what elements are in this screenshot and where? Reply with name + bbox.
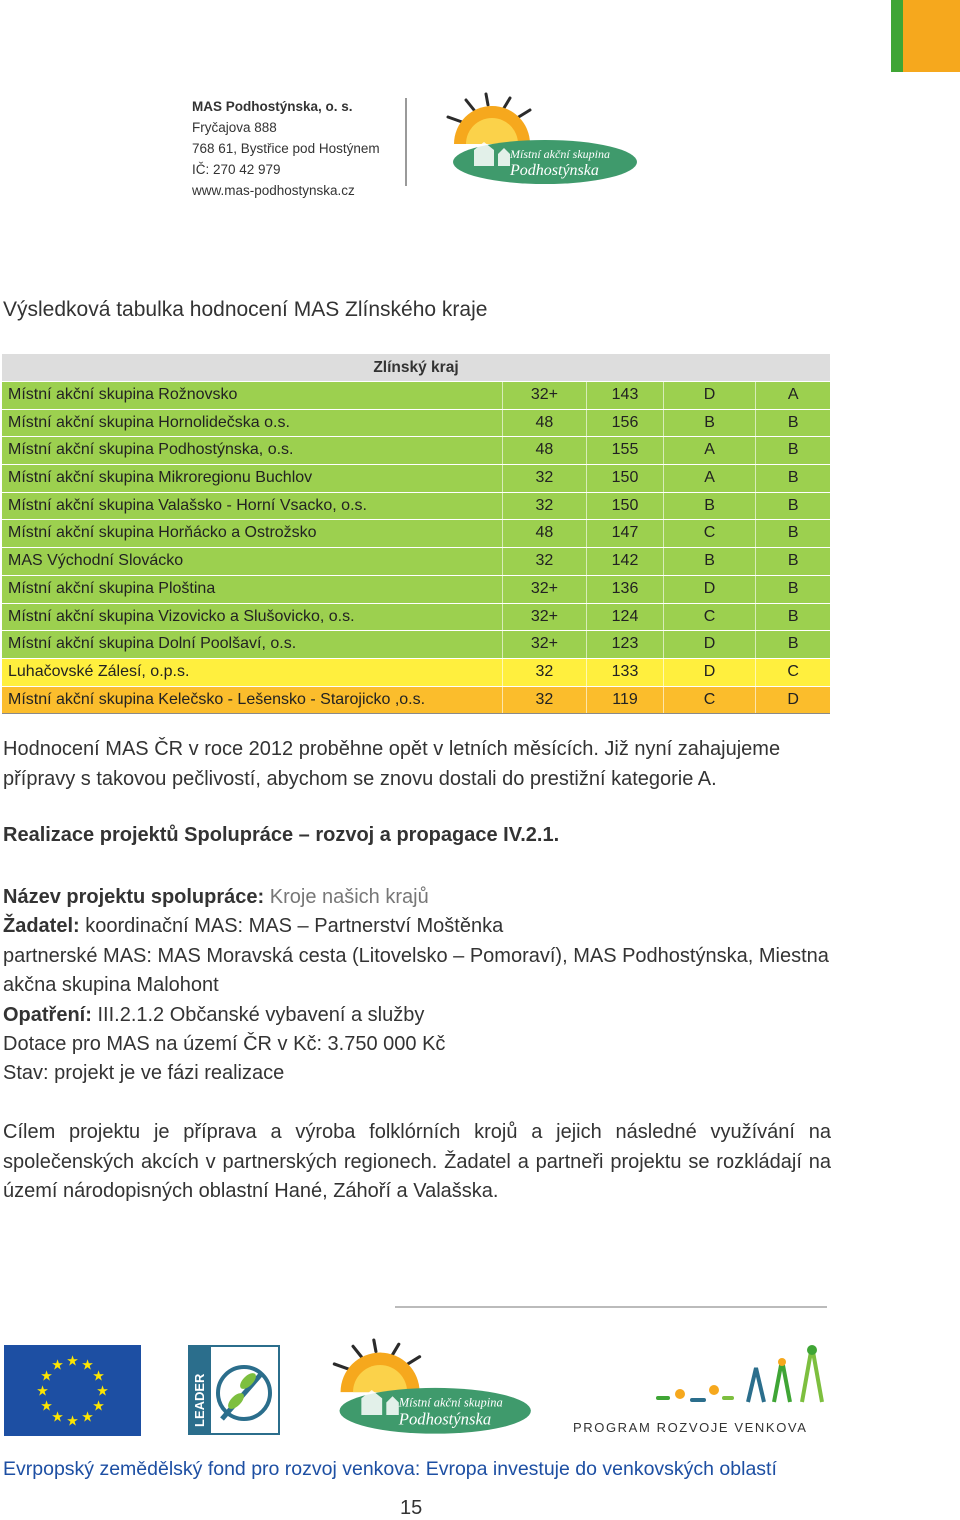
score-cell: 32 — [502, 548, 587, 575]
logo-line2: Podhostýnska — [510, 162, 599, 179]
program-rozvoje-venkova-logo — [652, 1340, 828, 1414]
org-name: MAS Podhostýnska, o. s. — [192, 99, 353, 114]
points-cell: 155 — [586, 437, 663, 464]
score-cell: 32+ — [502, 576, 587, 603]
address-city: 768 61, Bystřice pod Hostýnem — [192, 141, 380, 156]
category-cell: B — [755, 437, 830, 464]
mas-name-cell: Místní akční skupina Mikroregionu Buchlov — [8, 469, 313, 487]
table-row — [2, 547, 830, 575]
applicant-value: koordinační MAS: MAS – Partnerství Moštěnka — [85, 915, 504, 938]
grade-cell: D — [663, 382, 756, 409]
grade-cell: B — [663, 493, 756, 520]
category-cell: B — [755, 493, 830, 520]
category-cell: B — [755, 631, 830, 658]
mas-podhostynska-logo — [440, 92, 640, 192]
mas-name-cell: Místní akční skupina Valašsko - Horní Vsacko, o.s. — [8, 496, 367, 514]
eu-star-icon: ★ — [92, 1397, 105, 1414]
eu-star-icon: ★ — [40, 1367, 53, 1384]
project-name-value: Kroje našich krajů — [269, 886, 429, 908]
org-website: www.mas-podhostynska.cz — [192, 183, 355, 198]
grade-cell: D — [663, 576, 756, 603]
mas-name-cell: Místní akční skupina Ploština — [8, 579, 216, 597]
organization-info — [192, 96, 380, 201]
points-cell: 156 — [586, 410, 663, 437]
mas-name-cell: Místní akční skupina Kelečsko - Lešensko - Starojicko ,o.s. — [8, 690, 426, 708]
org-id: IČ: 270 42 979 — [192, 162, 281, 177]
eu-star-icon: ★ — [81, 1356, 94, 1373]
grade-cell: B — [663, 548, 756, 575]
mas-podhostynska-logo-footer — [324, 1338, 536, 1442]
category-cell: B — [755, 548, 830, 575]
section-heading: Realizace projektů Spolupráce – rozvoj a propagace IV.2.1. — [3, 824, 560, 846]
grade-cell: C — [663, 687, 756, 714]
eu-star-icon: ★ — [51, 1408, 64, 1425]
applicant-label: Žadatel: — [3, 915, 80, 938]
project-name-line — [3, 883, 833, 912]
subsidy-line: Dotace pro MAS na území ČR v Kč: 3.750 000 Kč — [3, 1033, 446, 1056]
corner-accent-green — [891, 0, 903, 72]
header-divider — [405, 98, 407, 186]
grade-cell: C — [663, 604, 756, 631]
table-row — [2, 381, 830, 409]
score-cell: 32+ — [502, 604, 587, 631]
table-row — [2, 575, 830, 603]
page-title: Výsledková tabulka hodnocení MAS Zlínského kraje — [3, 298, 488, 321]
project-details — [3, 883, 833, 1089]
score-cell: 32 — [502, 493, 587, 520]
results-table — [2, 354, 830, 714]
eu-star-icon: ★ — [36, 1382, 49, 1399]
points-cell: 147 — [586, 520, 663, 547]
measure-label: Opatření: — [3, 1003, 92, 1026]
grade-cell: C — [663, 520, 756, 547]
points-cell: 150 — [586, 493, 663, 520]
table-row — [2, 519, 830, 547]
mas-name-cell: MAS Východní Slovácko — [8, 552, 184, 570]
category-cell: B — [755, 604, 830, 631]
category-cell: C — [755, 659, 830, 686]
category-cell: B — [755, 520, 830, 547]
mas-name-cell: Místní akční skupina Hornolidečska o.s. — [8, 413, 290, 431]
score-cell: 48 — [502, 520, 587, 547]
table-row — [2, 436, 830, 464]
score-cell: 32 — [502, 659, 587, 686]
table-row — [2, 658, 830, 686]
footer-divider — [395, 1306, 827, 1308]
mas-name-cell: Místní akční skupina Podhostýnska, o.s. — [8, 441, 294, 459]
mas-name-cell: Luhačovské Zálesí, o.p.s. — [8, 662, 190, 680]
table-row — [2, 464, 830, 492]
category-cell: B — [755, 465, 830, 492]
eu-star-icon: ★ — [51, 1356, 64, 1373]
logo-line1: Místní akční skupina — [510, 147, 610, 161]
mas-name-cell: Místní akční skupina Rožnovsko — [8, 386, 238, 403]
eu-star-icon: ★ — [40, 1397, 53, 1414]
category-cell: B — [755, 410, 830, 437]
mas-name-cell: Místní akční skupina Horňácko a Ostrožsko — [8, 524, 317, 542]
table-row — [2, 630, 830, 658]
measure-value: III.2.1.2 Občanské vybavení a služby — [97, 1003, 425, 1026]
applicant-line — [3, 912, 833, 941]
points-cell: 123 — [586, 631, 663, 658]
mas-name-cell: Místní akční skupina Dolní Poolšaví, o.s. — [8, 635, 297, 653]
points-cell: 119 — [586, 687, 663, 714]
score-cell: 48 — [502, 437, 587, 464]
evaluation-paragraph: Hodnocení MAS ČR v roce 2012 proběhne opět v letních měsících. Již nyní zahajujeme přípravy s takovou pečlivostí, abychom se znovu dostali do prestižní kategorie A. — [3, 738, 781, 790]
table-row — [2, 686, 830, 714]
score-cell: 32 — [502, 687, 587, 714]
page-number: 15 — [400, 1497, 423, 1519]
score-cell: 32 — [502, 465, 587, 492]
leader-logo — [188, 1345, 280, 1435]
grade-cell: A — [663, 437, 756, 464]
score-cell: 48 — [502, 410, 587, 437]
eu-star-icon: ★ — [92, 1367, 105, 1384]
status-line: Stav: projekt je ve fázi realizace — [3, 1062, 285, 1085]
points-cell: 124 — [586, 604, 663, 631]
score-cell: 32+ — [502, 382, 587, 409]
table-row — [2, 603, 830, 631]
category-cell: B — [755, 576, 830, 603]
points-cell: 143 — [586, 382, 663, 409]
eafrd-caption: Evrpopský zemědělský fond pro rozvoj venkova: Evropa investuje do venkovských oblastí — [3, 1458, 777, 1480]
corner-accent-orange — [903, 0, 960, 72]
points-cell: 150 — [586, 465, 663, 492]
eu-star-icon: ★ — [66, 1412, 79, 1429]
grade-cell: D — [663, 659, 756, 686]
grade-cell: B — [663, 410, 756, 437]
program-caption: PROGRAM ROZVOJE VENKOVA — [573, 1420, 808, 1435]
eu-flag-icon — [4, 1345, 141, 1436]
address-street: Fryčajova 888 — [192, 120, 277, 135]
eu-star-icon: ★ — [81, 1408, 94, 1425]
score-cell: 32+ — [502, 631, 587, 658]
table-title: Zlínský kraj — [2, 354, 830, 381]
partners-line: partnerské MAS: MAS Moravská cesta (Litovelsko – Pomoraví), MAS Podhostýnska, Miestna akčna skupina Malohont — [3, 944, 829, 997]
table-row — [2, 492, 830, 520]
table-row — [2, 409, 830, 437]
eu-star-icon: ★ — [96, 1382, 109, 1399]
category-cell: A — [755, 382, 830, 409]
mas-name-cell: Místní akční skupina Vizovicko a Slušovicko, o.s. — [8, 607, 355, 625]
measure-line — [3, 1001, 833, 1030]
logo-footer-line2: Podhostýnska — [398, 1409, 492, 1429]
points-cell: 136 — [586, 576, 663, 603]
project-goal-paragraph: Cílem projektu je příprava a výroba folklórních krojů a jejich následné využívání na společenských akcích v partnerských regionech. Žadatel a partneři projektu se rozkládají na území národopisných oblastní Hané, Záhoří a Valašska. — [3, 1121, 831, 1202]
grade-cell: D — [663, 631, 756, 658]
project-name-label: Název projektu spolupráce: — [3, 886, 265, 908]
eu-star-icon: ★ — [66, 1352, 79, 1369]
category-cell: D — [755, 687, 830, 714]
leader-label: LEADER — [192, 1373, 207, 1427]
points-cell: 133 — [586, 659, 663, 686]
points-cell: 142 — [586, 548, 663, 575]
grade-cell: A — [663, 465, 756, 492]
logo-footer-line1: Místní akční skupina — [398, 1395, 503, 1410]
